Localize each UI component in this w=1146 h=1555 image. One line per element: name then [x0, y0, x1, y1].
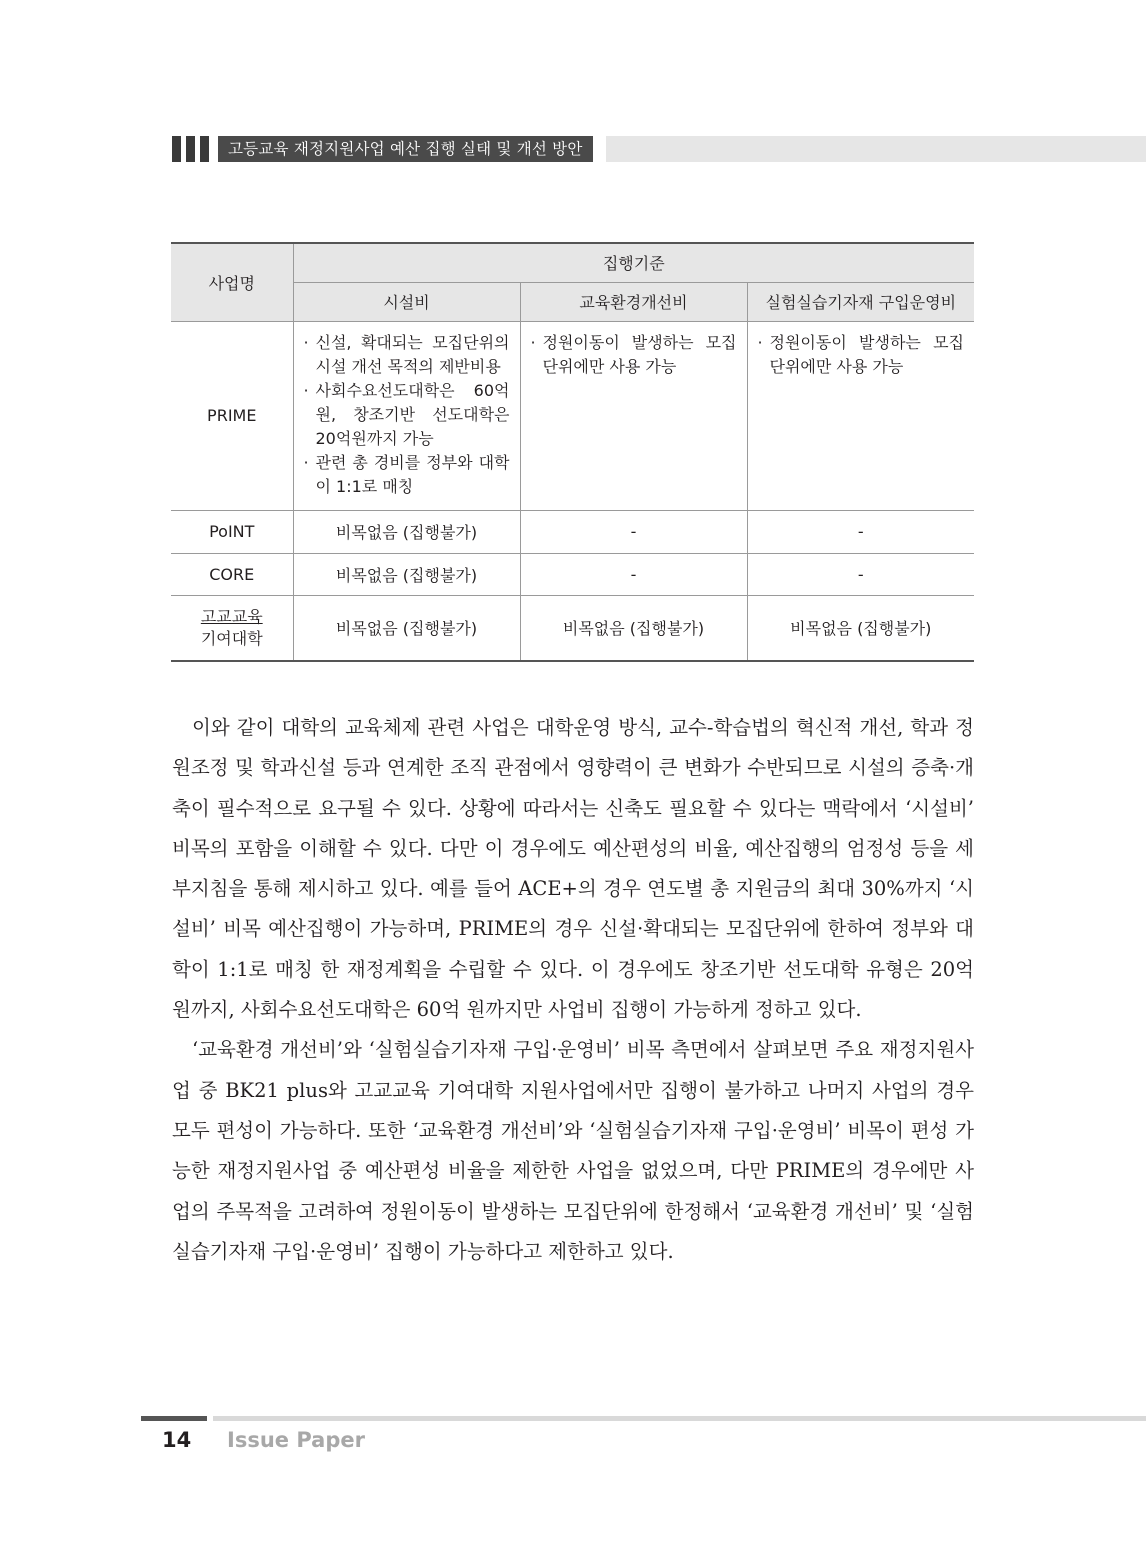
col-header-equipment: 실험실습기자재 구입운영비 — [747, 282, 974, 321]
table-row — [171, 321, 974, 510]
cell-environment — [520, 321, 747, 510]
footer-rule-light — [213, 1416, 1146, 1421]
row-name-line: 고교교육 — [200, 606, 263, 626]
paragraph: ‘교육환경 개선비’와 ‘실험실습기자재 구입·운영비’ 비목 측면에서 살펴보면 주요 재정지원사업 중 BK21 plus와 고교교육 기여대학 지원사업에서만 집행이 불가하고 나머지 사업의 경우 모두 편성이 가능하다. 또한 ‘교육환경 개선비’와 ‘실험실습기자재 구입·운영비’ 비목이 편성 가능한 재정지원사업 중 예산편성 비율을 제한한 사업을 없었으며, 다만 PRIME의 경우에만 사업의 주목적을 고려하여 정원이동이 발생하는 모집단위에 한정해서 ‘교육환경 개선비’ 및 ‘실험실습기자재 구입·운영비’ 집행이 가능하다고 제한하고 있다. — [172, 1038, 974, 1263]
row-name: PRIME — [171, 321, 293, 510]
cell-environment: 비목없음 (집행불가) — [520, 595, 747, 661]
table-row — [171, 553, 974, 595]
cell-environment: - — [520, 510, 747, 553]
cell-environment: - — [520, 553, 747, 595]
cell-equipment: 비목없음 (집행불가) — [747, 595, 974, 661]
col-header-project: 사업명 — [171, 243, 293, 321]
bullet-item: · 관련 총 경비를 정부와 대학이 1:1로 매칭 — [304, 451, 510, 499]
cell-equipment: - — [747, 553, 974, 595]
cell-facility — [293, 321, 520, 510]
cell-facility: 비목없음 (집행불가) — [293, 553, 520, 595]
cell-equipment: - — [747, 510, 974, 553]
page-number: 14 — [162, 1428, 192, 1452]
table-row — [171, 510, 974, 553]
cell-facility: 비목없음 (집행불가) — [293, 510, 520, 553]
running-header-title: 고등교육 재정지원사업 예산 집행 실태 및 개선 방안 — [218, 136, 593, 162]
row-name-line: 기여대학 — [200, 628, 263, 648]
row-name: PoINT — [171, 510, 293, 553]
header-band — [606, 136, 1146, 162]
col-header-facility: 시설비 — [293, 282, 520, 321]
footer-rule — [141, 1416, 207, 1421]
paragraph: 이와 같이 대학의 교육체제 관련 사업은 대학운영 방식, 교수-학습법의 혁신적 개선, 학과 정원조정 및 학과신설 등과 연계한 조직 관점에서 영향력이 큰 변화가 수반되므로 시설의 증축·개축이 필수적으로 요구될 수 있다. 상황에 따라서는 신축도 필요할 수 있다는 맥락에서 ‘시설비’ 비목의 포함을 이해할 수 있다. 다만 이 경우에도 예산편성의 비율, 예산집행의 엄정성 등을 세부지침을 통해 제시하고 있다. 예를 들어 ACE+의 경우 연도별 총 지원금의 최대 30%까지 ‘시설비’ 비목 예산집행이 가능하며, PRIME의 경우 신설·확대되는 모집단위에 한하여 정부와 대학이 1:1로 매칭 한 재정계획을 수립할 수 있다. 이 경우에도 창조기반 선도대학 유형은 20억 원까지, 사회수요선도대학은 60억 원까지만 사업비 집행이 가능하게 정하고 있다. — [172, 716, 974, 1022]
bullet-item: · 사회수요선도대학은 60억원, 창조기반 선도대학은 20억원까지 가능 — [304, 379, 510, 451]
bullet-item: · 정원이동이 발생하는 모집단위에만 사용 가능 — [758, 331, 965, 379]
cell-facility: 비목없음 (집행불가) — [293, 595, 520, 661]
publication-name: Issue Paper — [227, 1428, 365, 1452]
col-header-group: 집행기준 — [293, 243, 974, 282]
col-header-environment: 교육환경개선비 — [520, 282, 747, 321]
running-header — [172, 136, 1146, 162]
bullet-item: · 정원이동이 발생하는 모집단위에만 사용 가능 — [531, 331, 737, 379]
row-name: CORE — [171, 553, 293, 595]
cell-equipment — [747, 321, 974, 510]
execution-criteria-table — [171, 242, 974, 662]
table-row — [171, 595, 974, 661]
body-text — [172, 708, 974, 1272]
bullet-item: · 신설, 확대되는 모집단위의 시설 개선 목적의 제반비용 — [304, 331, 510, 379]
row-name — [171, 595, 293, 661]
